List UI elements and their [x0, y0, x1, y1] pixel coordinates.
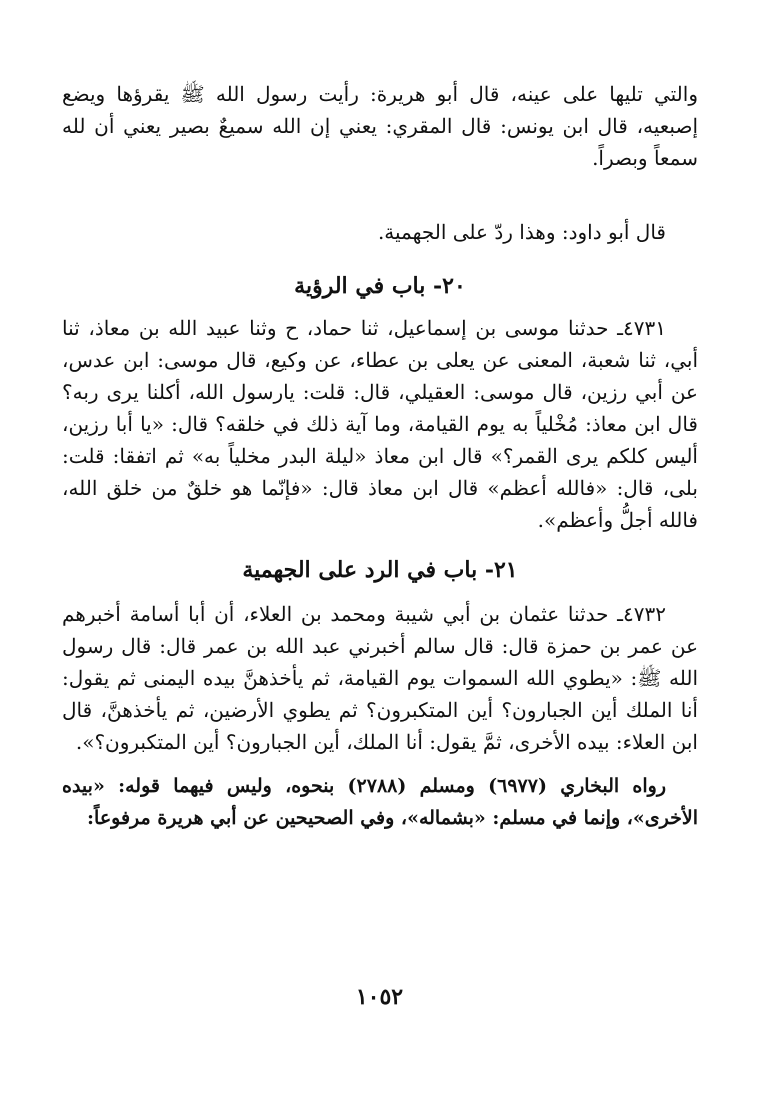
page-body	[62, 78, 698, 834]
hadith-4732: ٤٧٣٢ـ حدثنا عثمان بن أبي شيبة ومحمد بن العلاء، أن أبا أسامة أخبرهم عن عمر بن حمزة قال: قال سالم أخبرني عبد الله بن عمر قال: قال رسول الله ﷺ: «يطوي الله السموات يوم القيامة، ثم يأخذهنَّ بيده اليمنى ثم يقول: أنا الملك أين الجبارون؟ أين المتكبرون؟ ثم يطوي الأرضين، ثم يأخذهنَّ، قال ابن العلاء: بيده الأخرى، ثمَّ يقول: أنا الملك، أين الجبارون؟ أين المتكبرون؟».	[62, 602, 698, 754]
chapter-20-heading: ٢٠- باب في الرؤية	[294, 273, 466, 299]
page-number: ١٠٥٢	[355, 984, 404, 1010]
hadith-4731: ٤٧٣١ـ حدثنا موسى بن إسماعيل، ثنا حماد، ح وثنا عبيد الله بن معاذ، ثنا أبي، ثنا شعبة، المعنى عن يعلى بن عطاء، عن وكيع، قال موسى: ابن عدس، عن أبي رزين، قال موسى: العقيلي، قال: قلت: يارسول الله، أكلنا يرى ربه؟ قال ابن معاذ: مُخْلياً به يوم القيامة، وما آية ذلك في خلقه؟ قال: «يا أبا رزين، أليس كلكم يرى القمر؟» قال ابن معاذ «ليلة البدر مخلياً به» ثم اتفقا: قلت: بلى، قال: «فالله أعظم» قال ابن معاذ قال: «فإنّما هو خلقٌ من خلق الله، فالله أجلُّ وأعظم».	[62, 316, 698, 532]
takhrij-note: رواه البخاري (٦٩٧٧) ومسلم (٢٧٨٨) بنحوه، وليس فيهما قوله: «بيده الأخرى»، وإنما في مسلم: «بشماله»، وفي الصحيحين عن أبي هريرة مرفوعاً:	[62, 775, 698, 829]
top-paragraph: والتي تليها على عينه، قال أبو هريرة: رأيت رسول الله ﷺ يقرؤها ويضع إصبعيه، قال ابن يونس: قال المقري: يعني إن الله سميعٌ بصير يعني أن لله سمعاً وبصراً.	[62, 82, 698, 170]
chapter-21-heading: ٢١- باب في الرد على الجهمية	[242, 557, 518, 583]
abu-dawud-note: قال أبو داود: وهذا ردّ على الجهمية.	[377, 220, 666, 244]
